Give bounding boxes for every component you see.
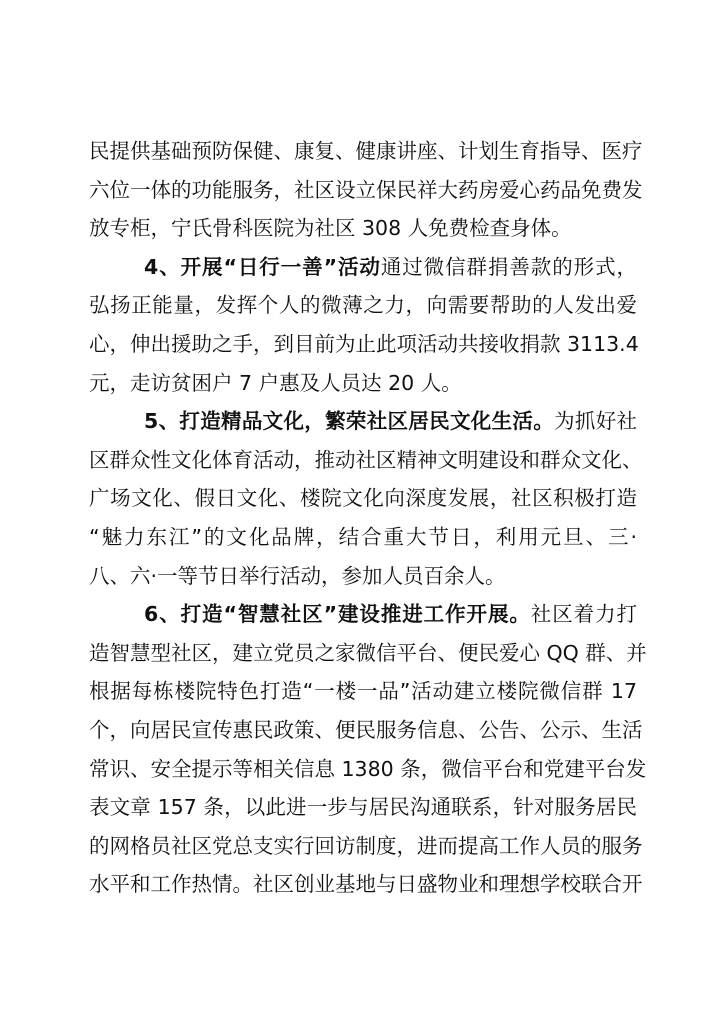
paragraph-text: 通过微信群捐善款的形式， bbox=[380, 254, 638, 279]
section-heading: 5、打造精品文化，繁荣社区居民文化生活。 bbox=[144, 409, 555, 434]
paragraph-line: 民提供基础预防保健、康复、健康讲座、计划生育指导、医疗 bbox=[89, 139, 643, 163]
body-text bbox=[89, 132, 647, 904]
paragraph-text: 社区着力打 bbox=[530, 602, 637, 627]
paragraph-line: 八、六·一等节日举行活动，参加人员百余人。 bbox=[89, 563, 506, 588]
paragraph-line: 造智慧型社区，建立党员之家微信平台、便民爱心 QQ 群、并 bbox=[89, 640, 647, 665]
paragraph-first-line bbox=[89, 248, 637, 287]
paragraph-line: 弘扬正能量，发挥个人的微薄之力，向需要帮助的人发出爱 bbox=[89, 293, 637, 318]
paragraph-line: 区群众性文化体育活动，推动社区精神文明建设和群众文化、 bbox=[89, 447, 643, 472]
paragraph-line: 个，向居民宣传惠民政策、便民服务信息、公告、公示、生活 bbox=[89, 717, 643, 742]
paragraph-line: 元，走访贫困户 7 户惠及人员达 20 人。 bbox=[89, 370, 462, 395]
paragraph-first-line bbox=[89, 595, 637, 634]
paragraph-line: 表文章 157 条，以此进一步与居民沟通联系，针对服务居民 bbox=[89, 795, 637, 820]
paragraph-line: 六位一体的功能服务，社区设立保民祥大药房爱心药品免费发 bbox=[89, 177, 643, 202]
paragraph-line: 常识、安全提示等相关信息 1380 条，微信平台和党建平台发 bbox=[89, 756, 647, 781]
paragraph-line: 根据每栋楼院特色打造“一楼一品”活动建立楼院微信群 17 bbox=[89, 679, 637, 704]
section-heading: 4、开展“日行一善”活动 bbox=[144, 254, 381, 279]
paragraph-line: 放专柜，宁氏骨科医院为社区 308 人免费检查身体。 bbox=[89, 216, 572, 241]
paragraph-line: “魅力东江”的文化品牌，结合重大节日，利用元旦、三· bbox=[89, 524, 637, 549]
section-heading: 6、打造“智慧社区”建设推进工作开展。 bbox=[144, 602, 531, 627]
paragraph-line: 水平和工作热情。社区创业基地与日盛物业和理想学校联合开 bbox=[89, 872, 643, 897]
paragraph-line: 心，伸出援助之手，到目前为止此项活动共接收捐款 3113.4 bbox=[89, 331, 639, 356]
paragraph-line: 广场文化、假日文化、楼院文化向深度发展，社区积极打造 bbox=[89, 486, 637, 511]
paragraph-line: 的网格员社区党总支实行回访制度，进而提高工作人员的服务 bbox=[89, 833, 643, 858]
paragraph-text: 为抓好社 bbox=[554, 409, 638, 434]
paragraph-first-line bbox=[89, 402, 637, 441]
